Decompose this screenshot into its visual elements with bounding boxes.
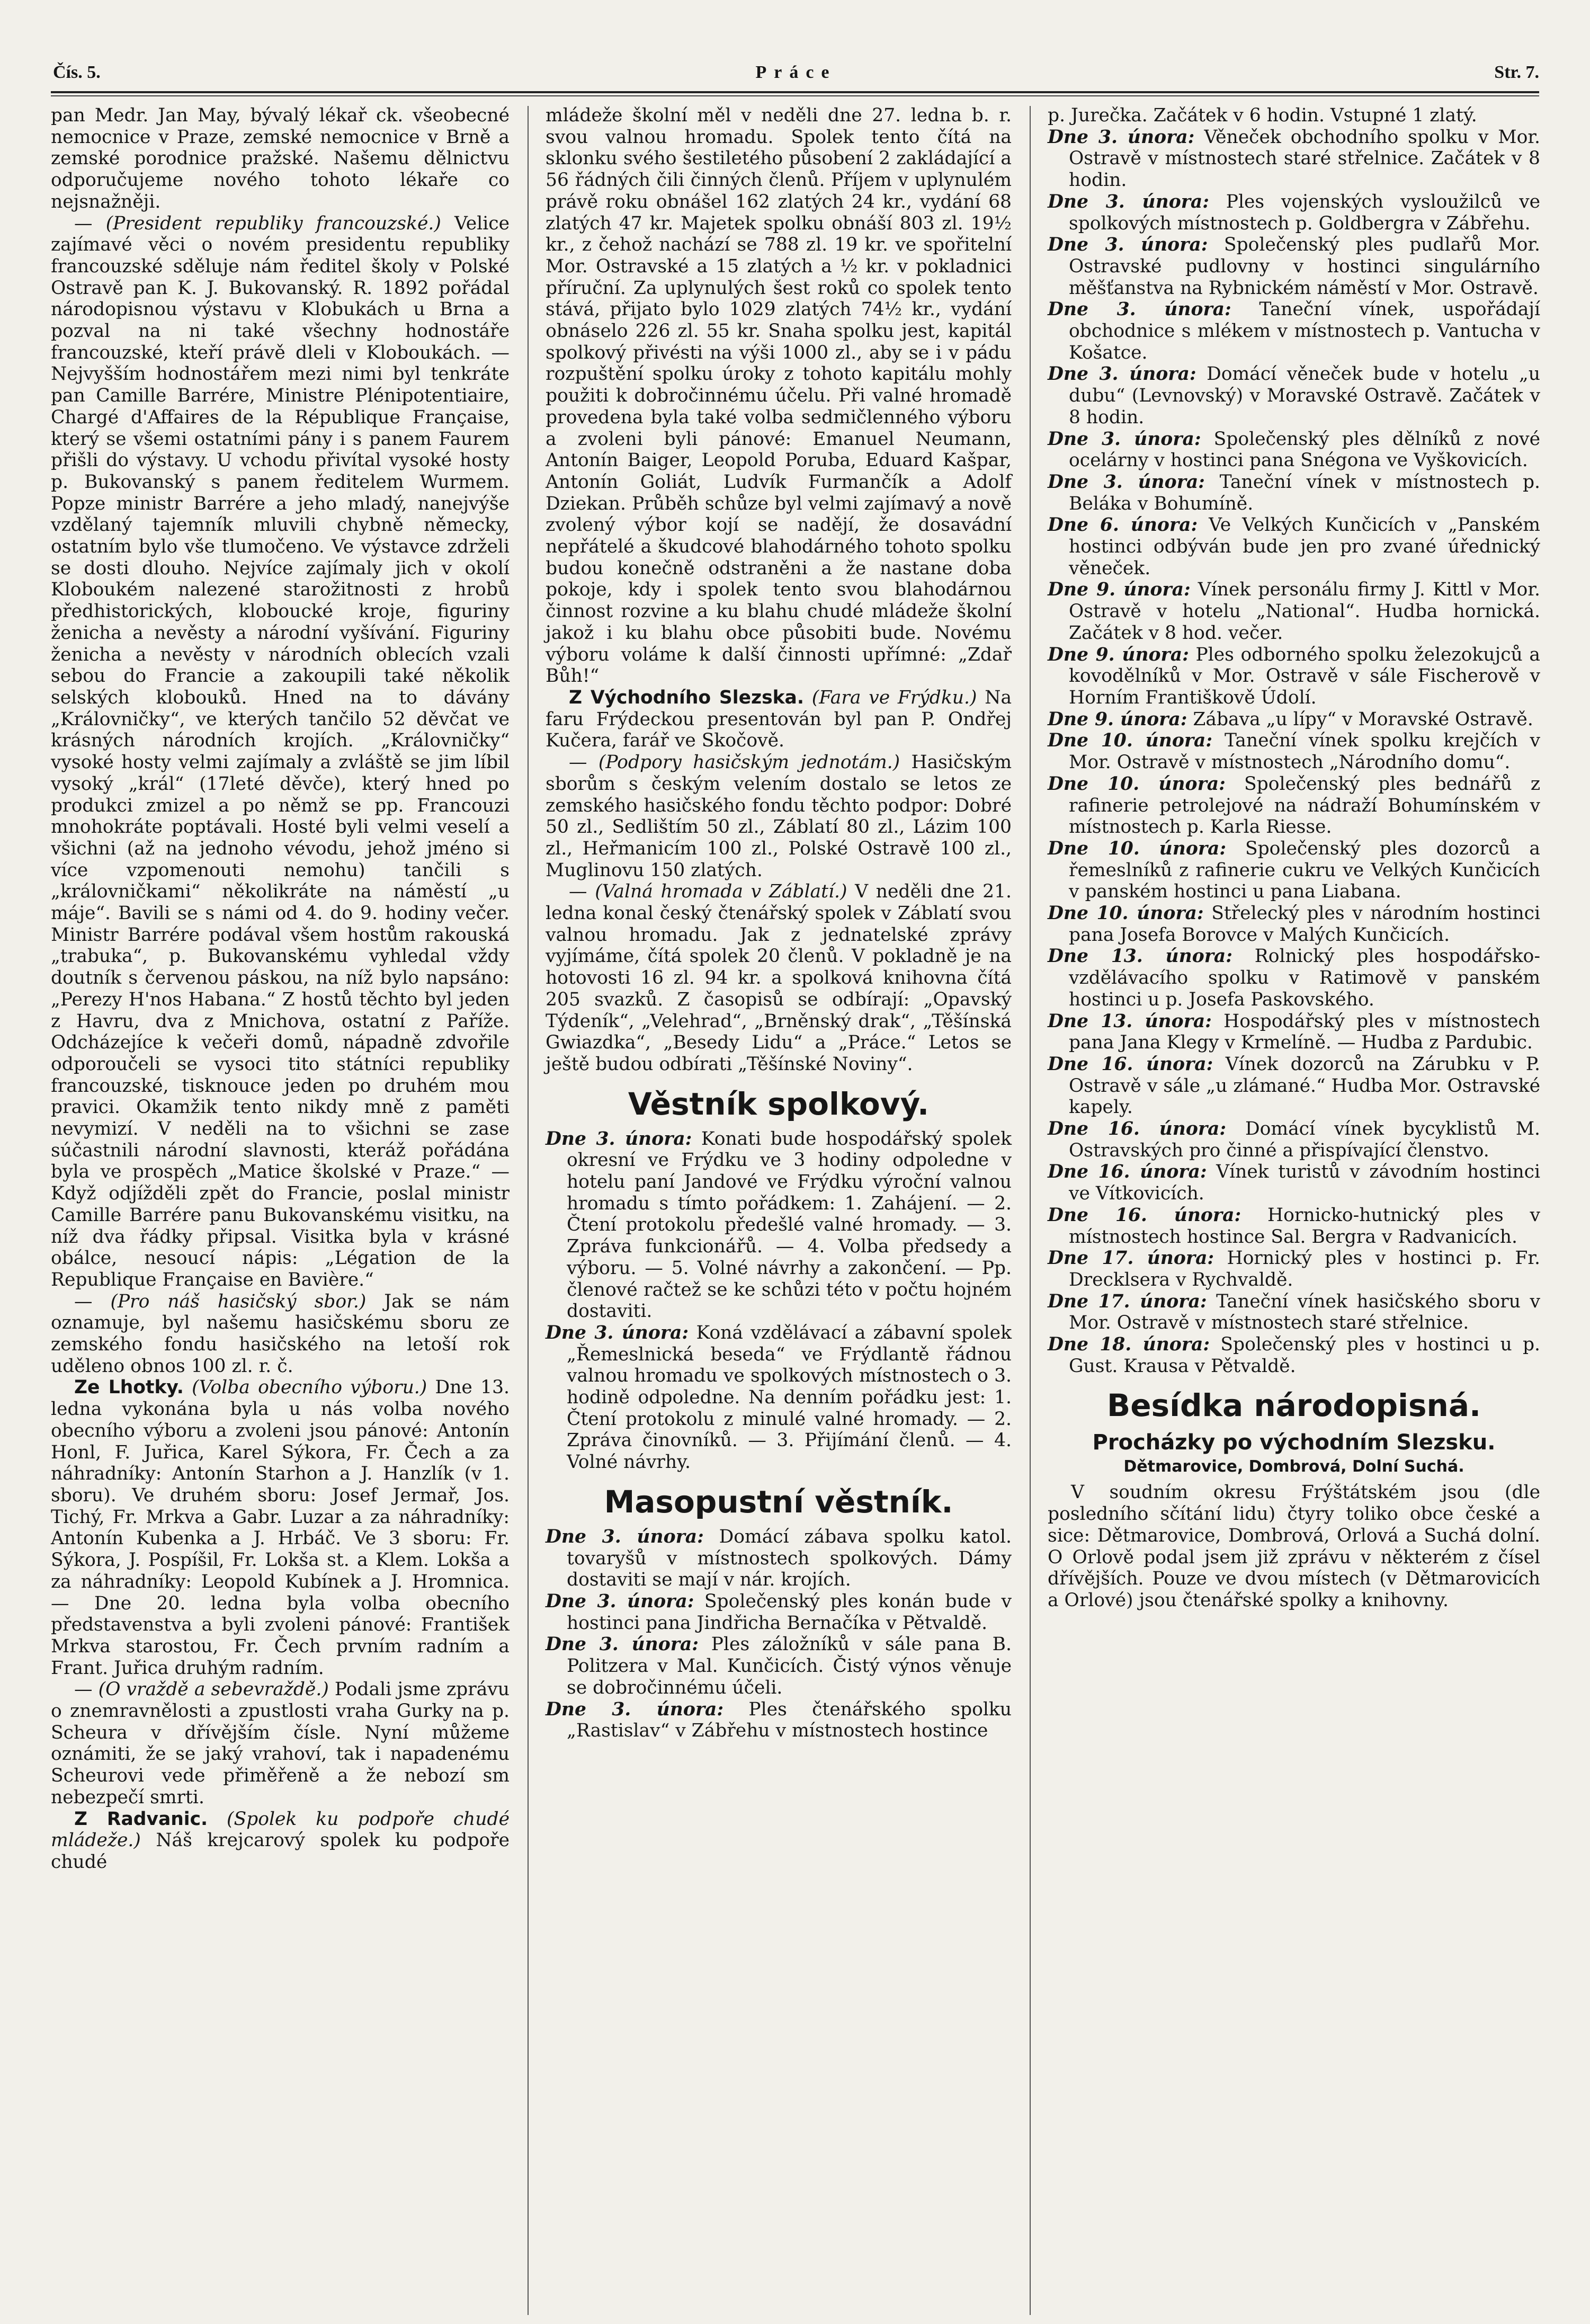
masopust-entry <box>1048 1054 1540 1118</box>
article-murder-title: (O vraždě a sebevraždě.) <box>98 1679 329 1700</box>
masopust-entry-date: Dne 16. února: <box>1048 1204 1241 1226</box>
article-east-silesia-text: Na faru Frýdeckou presentován byl pan P. Ondřej Kučera, farář ve Skočově. <box>546 687 1012 752</box>
masopust-entry-text: Ples vojenských vysloužilců ve spolkových místnostech p. Goldbergra v Zábřehu. <box>1069 191 1540 234</box>
header-rule-thin <box>51 95 1539 96</box>
article-radvanice-head: Z Radvanic. <box>74 1808 208 1830</box>
masopust-entry <box>1048 1248 1540 1290</box>
article-radvanice <box>51 1809 510 1873</box>
column-3 <box>1048 105 1540 1611</box>
article-subsidies-text: Hasičským sborům s českým velením dostalo se letos ze zemského hasičského fondu těchto podpor: Dobré 50 zl., Sedlištím 50 zl., Záblatí 80 zl., Lázim 100 zl., Heřmanicím 100 zl., Polské Ostravě 100 zl., Muglinovu 150 zlatých. <box>546 752 1012 881</box>
masopust-entry-text: Taneční vínek, uspořádají obchodnice s mlékem v místnostech p. Vantucha v Košatce. <box>1069 299 1540 363</box>
article-radvanice-title: (Spolek ku podpoře chudé mládeže.) <box>51 1808 510 1851</box>
section-title-besidka: Besídka národopisná. <box>1107 1387 1481 1424</box>
masopust-entry-text: Společenský ples v hostinci u p. Gust. Krausa v Pětvaldě. <box>1069 1334 1540 1377</box>
masopust-entry <box>546 1526 1012 1591</box>
vestnik-entry-text: Koná vzdělávací a zábavní spolek „Řemeslnická beseda“ ve Frýdlantě řádnou valnou hromadu ve spolkových místnostech o 3. hodině odpoledne. Na denním pořádku jest: 1. Čtení protokolu z minulé valné hromady. — 2. Zpráva činovníků. — 3. Přijímání členů. — 4. Volné návrhy. <box>567 1322 1012 1473</box>
vestnik-entry-text: Konati bude hospodářský spolek okresní ve Frýdku ve 3 hodiny odpoledne v hotelu paní Jandové ve Frýdku výroční valnou hromadu s tímto pořádkem: 1. Zahájení. — 2. Čtení protokolu předešlé valné hromady. — 3. Zpráva funkcionářů. — 4. Volba předsedy a výboru. — 5. Volné návrhy a zakončení. — Pp. členové račtež se ke schůzi této v počtu hojném dostaviti. <box>567 1128 1012 1322</box>
masopust-entry <box>546 1634 1012 1698</box>
masopust-entry <box>1048 946 1540 1010</box>
masopust-entry-date: Dne 3. února: <box>1048 126 1195 148</box>
masopust-entry-text: Ples odborného spolku železokujců a kovodělníků v Mor. Ostravě v sále Fischerově v Horním Františkově Údolí. <box>1069 644 1540 708</box>
article-president-title: (President republiky francouzské.) <box>105 212 441 234</box>
masopust-entry <box>546 1591 1012 1634</box>
masopust-entry-text: Vínek dozorců na Zárubku v P. Ostravě v sále „u zlámané.“ Hudba Mor. Ostravské kapely. <box>1069 1053 1540 1118</box>
besidka-subtitle: Procházky po východním Slezsku. <box>1092 1430 1496 1455</box>
article-president-text: Velice zajímavé věci o novém presidentu republiky francouzské sděluje nám ředitel školy v Polské Ostravě pan K. J. Bukovanský. R. 1892 pořádal národopisnou výstavu v Klobukách u Brna a pozval na ni také všechny hodnostáře francouzské, kteří právě dleli v Kloboukách. — Nejvyšším hodnostářem mezi nimi byl tenkráte pan Camille Barrére, Ministre Plénipotentiaire, Chargé d'Affaires de la République Française, který se všemi ostatními pány i s panem Faurem přišli do výstavy. U vchodu přivítal vysoké hosty p. Bukovanský s panem ředitelem Wurmem. Popze ministr Barrére a jeho mladý, nanejvýše vzdělaný tajemník mluvili chybně německy, ostatním bylo vše tlumočeno. Ve výstavce zdrželi se dosti dlouho. Nejvíce zajímaly jich v okolí Kloboukém nalezené starožitnosti z hrobů předhistorických, kloboucké kroje, figuriny ženicha a nevěsty a národní vyšívání. Figuriny ženicha a nevěsty v národních oblecích vzali sebou do Francie a zakoupili také několik selských klobouků. Hned na to dávány „Královničky“, ve kterých tančilo 52 děvčat ve krásných národních krojích. „Královničky“ vysoké hosty velmi zajímaly a zvláště se jim líbil vysoký „král“ (17leté děvče), který hned po produkci zmizel a po němž se pp. Francouzi mnohokráte poptávali. Hosté byli velmi veselí a všichni (až na jednoho vévodu, jehož jméno si více vzpomenouti nemohu) tančili s „královničkami“ několikráte na náměstí „u máje“. Bavili se s námi od 4. do 9. hodiny večer. Ministr Barrére podával všem hostům rakouská „trabuka“, p. Bukovanskému vyhledal vždy doutník s červenou páskou, na níž bylo napsáno: „Perezy H'nos Habana.“ Z hostů těchto byl jeden z Havru, dva z Mnichova, ostatní z Paříže. Odcházejíce k večeři domů, nápadně zdvořile odporoučeli se vysoci tito státníci republiky francouzské, tisknouce jeden po druhém mou pravici. Okamžik tento nikdy mně z paměti nevymizí. V neděli na to všichni se zase súčastnili národní slavnosti, kteráž pořádána byla ve prospěch „Matice školské v Praze.“ — Když odjížděli zpět do Francie, poslal ministr Camille Barrére panu Bukovanskému visitku, na níž dva řádky připsal. Visitka byla v krásné obálce, nesoucí nápis: „Légation de la Republique Française en Bavière.“ <box>51 212 510 1290</box>
masopust-entry-date: Dne 10. února: <box>1048 903 1204 924</box>
masopust-entry <box>1048 1011 1540 1054</box>
article-east-silesia-head: Z Východního Slezska. <box>569 687 804 708</box>
besidka-text: V soudním okresu Frýštátském jsou (dle posledního sčítání lidu) čtyry toliko obce české a sice: Dětmarovice, Dombrová, Orlová a Suchá dolní. O Orlově podal jsem již zprávu v některém z čísel dřívějších. Pouze ve dvou místech (v Dětmarovicích a Orlové) jsou čtenářské spolky a knihovny. <box>1048 1482 1540 1611</box>
masopust-entry <box>1048 1205 1540 1248</box>
column-divider-1 <box>528 106 529 2315</box>
article-zablati: — (Valná hromada v Záblatí.) V neděli dne 21. ledna konal český čtenářský spolek v Záblatí svou valnou hromadu. Jak z jednatelské zprávy vyjímáme, čítá spolek 20 členů. V pokladně je na hotovosti 16 zl. 94 kr. a spolková knihovna čítá 205 svazků. Z časopisů se odbírají: „Opavský Týdeník“, „Velehrad“, „Brněnský drak“, „Těšínská Gwiazdka“, „Besedy Lidu“ a „Práce.“ Letos se ještě budou odbírati „Těšínské Noviny“. <box>546 881 1012 1075</box>
masopust-entry-date: Dne 9. února: <box>1048 644 1189 665</box>
masopust-entry <box>1048 234 1540 299</box>
masopust-entry-date: Dne 17. února: <box>1048 1248 1214 1269</box>
masopust-entry <box>546 1699 1012 1742</box>
section-title-vestnik: Věstník spolkový. <box>628 1085 930 1122</box>
masopust-entry-date: Dne 10. února: <box>1048 838 1227 859</box>
masopust-entry-text: Společenský ples dělníků z nové ocelárny v hostinci pana Snégona ve Vyškovicích. <box>1069 428 1540 471</box>
vestnik-entry <box>546 1322 1012 1473</box>
masopust-entry-date: Dne 3. února: <box>1048 428 1201 450</box>
masopust-entry-text: Ples čtenářského spolku „Rastislav“ v Zábřehu v místnostech hostince <box>567 1698 1012 1742</box>
masopust-entry-text: Ples záložníků v sále pana B. Politzera v Mal. Kunčicích. Čistý výnos věnuje se dobročinnému účeli. <box>567 1634 1012 1698</box>
masopust-entry-text: Hospodářský ples v místnostech pana Jana Klegy v Krmelíně. — Hudba z Pardubic. <box>1069 1010 1540 1054</box>
masopust-entry <box>1048 838 1540 903</box>
article-president: — (President republiky francouzské.) Velice zajímavé věci o novém presidentu republiky francouzské sděluje nám ředitel školy v Polské Ostravě pan K. J. Bukovanský. R. 1892 pořádal národopisnou výstavu v Klobukách u Brna a pozval na ni také všechny hodnostáře francouzské, kteří právě dleli v Kloboukách. — Nejvyšším hodnostářem mezi nimi byl tenkráte pan Camille Barrére, Ministre Plénipotentiaire, Chargé d'Affaires de la République Française, který se všemi ostatními pány i s panem Faurem přišli do výstavy. U vchodu přivítal vysoké hosty p. Bukovanský s panem ředitelem Wurmem. Popze ministr Barrére a jeho mladý, nanejvýše vzdělaný tajemník mluvili chybně německy, ostatním bylo vše tlumočeno. Ve výstavce zdrželi se dosti dlouho. Nejvíce zajímaly jich v okolí Kloboukém nalezené starožitnosti z hrobů předhistorických, kloboucké kroje, figuriny ženicha a nevěsty a národní vyšívání. Figuriny ženicha a nevěsty v národních oblecích vzali sebou do Francie a zakoupili také několik selských klobouků. Hned na to dávány „Královničky“, ve kterých tančilo 52 děvčat ve krásných národních krojích. „Královničky“ vysoké hosty velmi zajímaly a zvláště se jim líbil vysoký „král“ (17leté děvče), který hned po produkci zmizel a po němž se pp. Francouzi mnohokráte poptávali. Hosté byli velmi veselí a všichni (až na jednoho vévodu, jehož jméno si více vzpomenouti nemohu) tančili s „královničkami“ několikráte na náměstí „u máje“. Bavili se s námi od 4. do 9. hodiny večer. Ministr Barrére podával všem hostům rakouská „trabuka“, p. Bukovanskému vyhledal vždy doutník s červenou páskou, na níž bylo napsáno: „Perezy H'nos Habana.“ Z hostů těchto byl jeden z Havru, dva z Mnichova, ostatní z Paříže. Odcházejíce k večeři domů, nápadně zdvořile odporoučeli se vysoci tito státníci republiky francouzské, tisknouce jeden po druhém mou pravici. Okamžik tento nikdy mně z paměti nevymizí. V neděli na to všichni se zase súčastnili národní slavnosti, kteráž pořádána byla ve prospěch „Matice školské v Praze.“ — Když odjížděli zpět do Francie, poslal ministr Camille Barrére panu Bukovanskému visitku, na níž dva řádky připsal. Visitka byla v krásné obálce, nesoucí nápis: „Légation de la Republique Française en Bavière.“ <box>51 212 510 1290</box>
article-murder-text: Podali jsme zprávu o znemravnělosti a zpustlosti vraha Gurky na p. Scheura v dřívějším čísle. Nyní můžeme oznámiti, že se jaký vrahoví, tak i napadenému Scheurovi vede přiměřeně a že nebozí sm nebezpečí smrti. <box>51 1679 510 1808</box>
masopust-entry <box>1048 1118 1540 1161</box>
masopust-entry-text: Vínek turistů v závodním hostinci ve Vítkovicích. <box>1069 1161 1540 1205</box>
masopust-entry-date: Dne 9. února: <box>1048 708 1187 730</box>
masopust-entry-text: Ve Velkých Kunčicích v „Panském hostinci odbýván bude jen pro zvané úřednický věneček. <box>1069 514 1541 579</box>
masopust-entry-text: Společenský ples dozorců a řemeslníků z rafinerie cukru ve Velkých Kunčicích v panském hostinci u pana Liabana. <box>1069 838 1540 903</box>
article-fire-brigade-text: Jak se nám oznamuje, byl našemu hasičskému sboru ze zemského fondu hasičského na letoší rok uděleno obnos 100 zl. r. č. <box>51 1290 510 1377</box>
masopust-entry-text: Taneční vínek spolku krejčích v Mor. Ostravě v místnostech „Národního domu“. <box>1069 730 1540 773</box>
masopust-entry-text: Hornicko-hutnický ples v místnostech hostince Sal. Bergra v Radvanicích. <box>1069 1204 1540 1248</box>
masopust-entry-date: Dne 3. února: <box>546 1698 724 1720</box>
masopust-entry-text: Střelecký ples v národním hostinci pana Josefa Borovce v Malých Kunčicích. <box>1069 903 1540 946</box>
masopust-entry <box>1048 730 1540 773</box>
masopust-entry-date: Dne 18. února: <box>1048 1334 1210 1356</box>
masopust-entry-text: Věneček obchodního spolku v Mor. Ostravě v místnostech staré střelnice. Začátek v 8 hodin. <box>1069 126 1541 191</box>
masopust-entry-date: Dne 13. února: <box>1048 1010 1212 1032</box>
masopust-entry-date: Dne 10. února: <box>1048 730 1213 752</box>
masopust-entry <box>1048 903 1540 946</box>
masopust-entry-text: Domácí zábava spolku katol. tovaryšů v místnostech spolkových. Dámy dostaviti se mají v nár. krojích. <box>567 1526 1012 1591</box>
masopust-entry-text: Společenský ples bednářů z rafinerie petrolejové na nádraží Bohumínském v místnostech p. Karla Riesse. <box>1069 773 1541 838</box>
article-zablati-text: V neděli dne 21. ledna konal český čtenářský spolek v Záblatí svou valnou hromadu. Jak z jednatelské zprávy vyjímáme, čítá spolek 20 členů. V pokladně je na hotovosti 16 zl. 94 kr. a spolková knihovna čítá 205 svazků. Z časopisů se odbírají: „Opavský Týdeník“, „Velehrad“, „Brněnský drak“, „Těšínská Gwiazdka“, „Besedy Lidu“ a „Práce.“ Letos se ještě budou odbírati „Těšínské Noviny“. <box>546 881 1012 1075</box>
masopust-entry <box>1048 709 1540 731</box>
masopust-entry <box>1048 363 1540 428</box>
masopust-entry-text: Taneční vínek v místnostech p. Beláka v Bohumíně. <box>1069 471 1541 514</box>
masopust-entry <box>1048 299 1540 363</box>
masopust-entry-date: Dne 3. února: <box>1048 471 1205 493</box>
page-number: Str. 7. <box>1494 63 1539 82</box>
masopust-entry-date: Dne 6. února: <box>1048 514 1198 536</box>
masopust-entry <box>1048 579 1540 644</box>
masopust-entry-text: Rolnický ples hospodářsko-vzdělávacího spolku v Ratimově v panském hostinci u p. Josefa Paskovského. <box>1069 946 1540 1010</box>
masopust-entry <box>1048 514 1540 579</box>
article-zablati-title: (Valná hromada v Záblatí.) <box>595 881 847 903</box>
masopust-entries <box>1048 127 1540 1377</box>
masopust-entry-date: Dne 3. února: <box>546 1526 704 1547</box>
article-radvanice-text: Náš krejcarový spolek ku podpoře chudé <box>51 1830 510 1873</box>
article-murder: — (O vraždě a sebevraždě.) Podali jsme zprávu o znemravnělosti a zpustlosti vraha Gurky na p. Scheura v dřívějším čísle. Nyní můžeme oznámiti, že se jaký vrahoví, tak i napadenému Scheurovi vede přiměřeně a že nebozí sm nebezpečí smrti. <box>51 1679 510 1808</box>
newspaper-title: Práce <box>755 63 837 82</box>
article-subsidies: — (Podpory hasičským jednotám.) Hasičským sborům s českým velením dostalo se letos ze zemského hasičského fondu těchto podpor: Dobré 50 zl., Sedlištím 50 zl., Záblatí 80 zl., Lázim 100 zl., Heřmanicím 100 zl., Polské Ostravě 100 zl., Muglinovu 150 zlatých. <box>546 752 1012 881</box>
besidka-places: Dětmarovice, Dombrová, Dolní Suchá. <box>1123 1457 1464 1476</box>
header-rule <box>51 91 1539 93</box>
article-lhotka-title: (Volba obecního výboru.) <box>192 1377 427 1399</box>
section-title-masopust: Masopustní věstník. <box>604 1483 953 1520</box>
column-divider-2 <box>1030 106 1031 2315</box>
masopust-entry-date: Dne 13. února: <box>1048 946 1233 967</box>
article-east-silesia <box>546 687 1012 752</box>
masopust-entry <box>1048 127 1540 191</box>
vestnik-entry-date: Dne 3. února: <box>546 1128 692 1150</box>
page-header <box>53 63 1539 92</box>
masopust-entry-text: Společenský ples konán bude v hostinci pana Jindřicha Bernačíka v Pětvaldě. <box>567 1591 1012 1634</box>
masopust-entry-date: Dne 3. února: <box>1048 299 1231 320</box>
masopust-entry <box>1048 191 1540 234</box>
masopust-entry-date: Dne 3. února: <box>1048 363 1196 385</box>
masopust-entry-text: Hornický ples v hostinci p. Fr. Drecklsera v Rychvaldě. <box>1069 1248 1540 1290</box>
article-lhotka-head: Ze Lhotky. <box>74 1377 184 1399</box>
masopust-entry-text: Vínek personálu firmy J. Kittl v Mor. Ostravě v hotelu „National“. Hudba hornická. Začátek v 8 hod. večer. <box>1069 579 1540 644</box>
masopust-entry <box>1048 773 1540 838</box>
article-lhotka <box>51 1377 510 1679</box>
article-lhotka-text: Dne 13. ledna vykonána byla u nás volba nového obecního výboru a zvoleni jsou pánové: Antonín Honl, F. Juřica, Karel Sýkora, Fr. Čech a za náhradníky: Antonín Starhon a J. Hanzlík (v 1. sboru). Ve druhém sboru: Josef Jermař, Jos. Tichý, Fr. Mrkva a Gabr. Luzar a za náhradníky: Antonín Kubenka a J. Hrbáč. Ve 3 sboru: Fr. Sýkora, J. Pospíšil, Fr. Lokša st. a Klem. Lokša a za náhradníky: Leopold Kubínek a J. Hromnica. — Dne 20. ledna byla volba obecního představenstva a byli zvoleni pánové: František Mrkva starostou, Fr. Čech prvním radním a Frant. Juřica druhým radním. <box>51 1377 510 1679</box>
masopust-entry <box>1048 1334 1540 1377</box>
masopust-entry-text: Domácí věneček bude v hotelu „u dubu“ (Levnovský) v Moravské Ostravě. Začátek v 8 hodin. <box>1069 363 1540 428</box>
masopust-entry-date: Dne 9. února: <box>1048 579 1191 601</box>
article-east-silesia-title: (Fara ve Frýdku.) <box>811 687 977 708</box>
masopust-entry-date: Dne 16. února: <box>1048 1161 1207 1183</box>
masopust-entry-text: Taneční vínek hasičského sboru v Mor. Ostravě v místnostech staré střelnice. <box>1069 1290 1540 1334</box>
masopust-entry-text: Domácí vínek bycyklistů M. Ostravských pro činné a přispívající členstvo. <box>1069 1118 1540 1161</box>
article-doctor: pan Medr. Jan May, bývalý lékař ck. všeobecné nemocnice v Praze, zemské nemocnice v Brně a zemské porodnice pražské. Našemu dělnictvu odporučujeme nového tohoto lékaře co nejsnažněji. <box>51 105 510 212</box>
article-fire-brigade: — (Pro náš hasičský sbor.) Jak se nám oznamuje, byl našemu hasičskému sboru ze zemského fondu hasičského na letoší rok uděleno obnos 100 zl. r. č. <box>51 1290 510 1377</box>
masopust-entry-text: Zábava „u lípy“ v Moravské Ostravě. <box>1193 708 1533 730</box>
masopust-entry-cont: p. Jurečka. Začátek v 6 hodin. Vstupné 1 zlatý. <box>1048 105 1477 126</box>
vestnik-entry <box>546 1128 1012 1322</box>
masopust-entry-date: Dne 16. února: <box>1048 1053 1213 1075</box>
masopust-entry <box>1048 471 1540 514</box>
masopust-entry <box>1048 429 1540 471</box>
masopust-entry <box>1048 644 1540 709</box>
masopust-entry-date: Dne 3. února: <box>1048 234 1208 256</box>
masopust-entry-date: Dne 17. února: <box>1048 1290 1207 1312</box>
issue-number: Čís. 5. <box>53 63 101 82</box>
masopust-entry-text: Společenský ples pudlařů Mor. Ostravské pudlovny v hostinci singulárního měšťanstva na Rybnickém náměstí v Mor. Ostravě. <box>1069 234 1541 299</box>
article-radvanice-cont: mládeže školní měl v neděli dne 27. ledna b. r. svou valnou hromadu. Spolek tento čítá na sklonku svého šestiletého působení 2 zakládající a 56 řádných čili činných členů. Příjem v uplynulém právě roku obnášel 162 zlatých 24 kr., vydání 68 zlatých 47 kr. Majetek spolku obnáší 803 zl. 19½ kr., z čehož nachází se 788 zl. 19 kr. ve spořitelní Mor. Ostravské a 15 zlatých a ½ kr. v pokladnici příruční. Za uplynulých šest roků co spolek tento stává, přijato bylo 1029 zlatých 74½ kr., vydání obnáselo 226 zl. 55 kr. Snaha spolku jest, kapitál spolkový přivésti na výši 1000 zl., aby se i v pádu rozpuštění spolku úroky z tohoto kapitálu mohly použiti k dobročinnému účelu. Při valné hromadě provedena byla také volba sedmičlenného výboru a zvoleni byli pánové: Emanuel Neumann, Antonín Baiger, Leopold Poruba, Eduard Kašpar, Antonín Goliát, Ludvík Furmančík a Adolf Dziekan. Průběh schůze byl velmi zajímavý a nově zvolený výbor kojí se nadějí, že dosavádní nepřátelé a škudcové blahodárného tohoto spolku budou konečně odstraněni a že nastane doba pokoje, kdy i spolek tento svou blahodárnou činnost rozvine a ku blahu chudé mládeže školní jakož i ku blahu obce působiti bude. Novému výboru voláme k další činnosti upřímné: „Zdař Bůh!“ <box>546 105 1012 687</box>
masopust-entry-date: Dne 16. února: <box>1048 1118 1227 1140</box>
column-2 <box>546 105 1012 1742</box>
masopust-entry-date: Dne 3. února: <box>546 1634 699 1655</box>
masopust-entry-date: Dne 3. února: <box>1048 191 1209 212</box>
article-fire-brigade-title: (Pro náš hasičský sbor.) <box>110 1290 367 1312</box>
masopust-entry-date: Dne 10. února: <box>1048 773 1226 795</box>
column-1 <box>51 105 510 1873</box>
masopust-entry <box>1048 1161 1540 1204</box>
masopust-entry <box>1048 1291 1540 1334</box>
masopust-entry-date: Dne 3. února: <box>546 1591 694 1612</box>
article-subsidies-title: (Podpory hasičským jednotám.) <box>598 752 900 773</box>
vestnik-entry-date: Dne 3. února: <box>546 1322 689 1343</box>
